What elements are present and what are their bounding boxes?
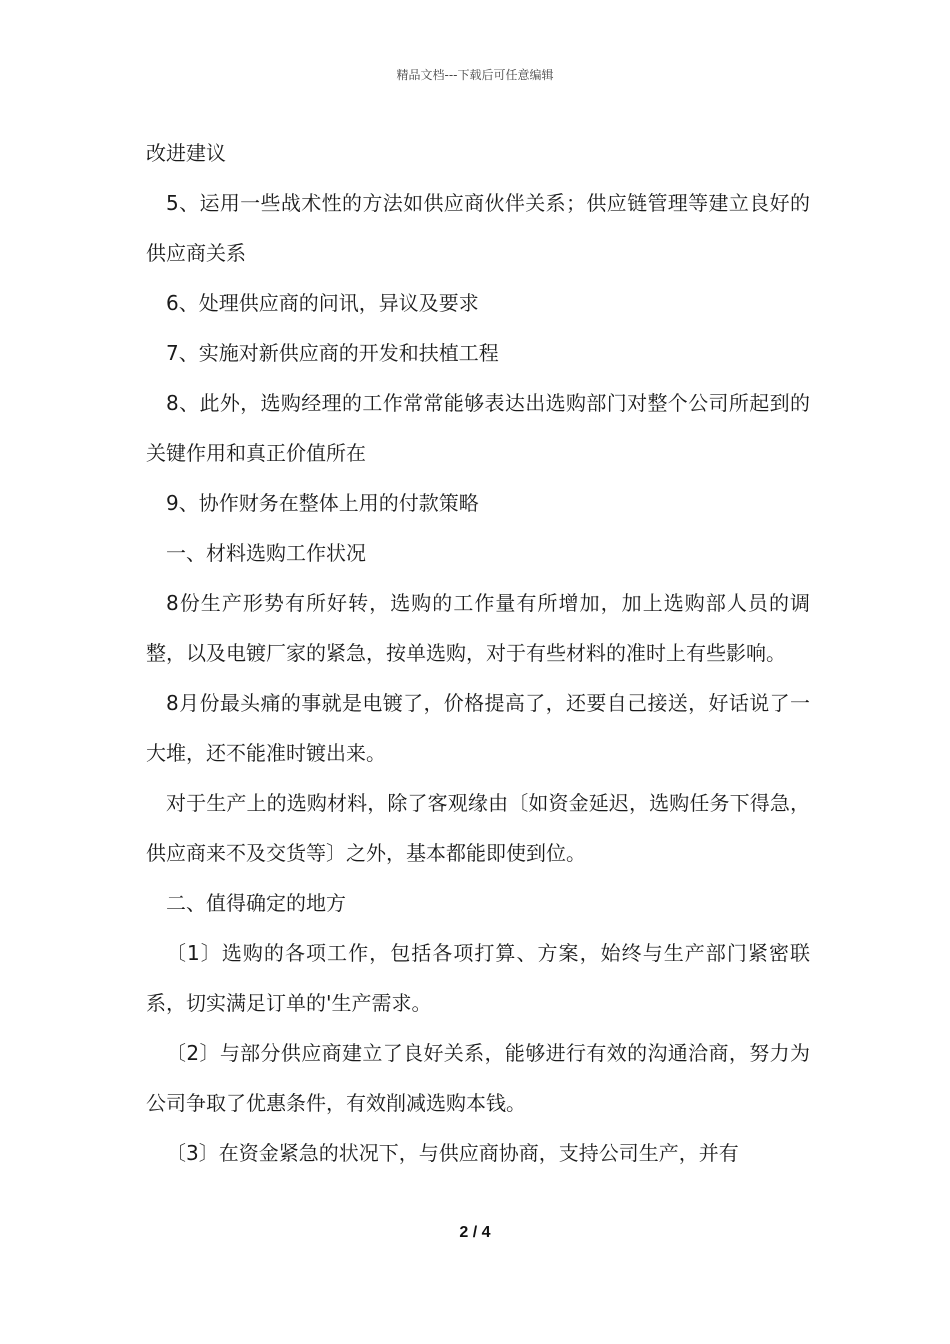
paragraph: 8月份最头痛的事就是电镀了，价格提高了，还要自己接送，好话说了一大堆，还不能准时镀出来。: [146, 691, 810, 765]
paragraph: 8、此外，选购经理的工作常常能够表达出选购部门对整个公司所起到的关键作用和真正价值所在: [146, 391, 810, 465]
paragraph: 〔1〕选购的各项工作，包括各项打算、方案，始终与生产部门紧密联系，切实满足订单的'生产需求。: [146, 941, 810, 1015]
document-body: [146, 128, 810, 1178]
paragraph: 〔2〕与部分供应商建立了良好关系，能够进行有效的沟通洽商，努力为公司争取了优惠条件，有效削减选购本钱。: [146, 1041, 810, 1115]
paragraph: 〔3〕在资金紧急的状况下，与供应商协商，支持公司生产，并有: [166, 1141, 739, 1165]
page-number: 2 / 4: [459, 1224, 491, 1241]
page-header: 精品文档---下载后可任意编辑: [396, 68, 554, 82]
paragraph: 5、运用一些战术性的方法如供应商伙伴关系；供应链管理等建立良好的供应商关系: [146, 191, 810, 265]
paragraph: 对于生产上的选购材料，除了客观缘由〔如资金延迟，选购任务下得急，供应商来不及交货等〕之外，基本都能即使到位。: [146, 791, 810, 865]
paragraph: 改进建议: [146, 141, 226, 165]
paragraph: 6、处理供应商的问讯，异议及要求: [166, 291, 479, 315]
section-heading: 二、值得确定的地方: [166, 891, 346, 915]
paragraph: 9、协作财务在整体上用的付款策略: [166, 491, 479, 515]
paragraph: 8份生产形势有所好转，选购的工作量有所增加，加上选购部人员的调整，以及电镀厂家的紧急，按单选购，对于有些材料的准时上有些影响。: [146, 591, 810, 665]
section-heading: 一、材料选购工作状况: [166, 541, 366, 565]
paragraph: 7、实施对新供应商的开发和扶植工程: [166, 341, 499, 365]
